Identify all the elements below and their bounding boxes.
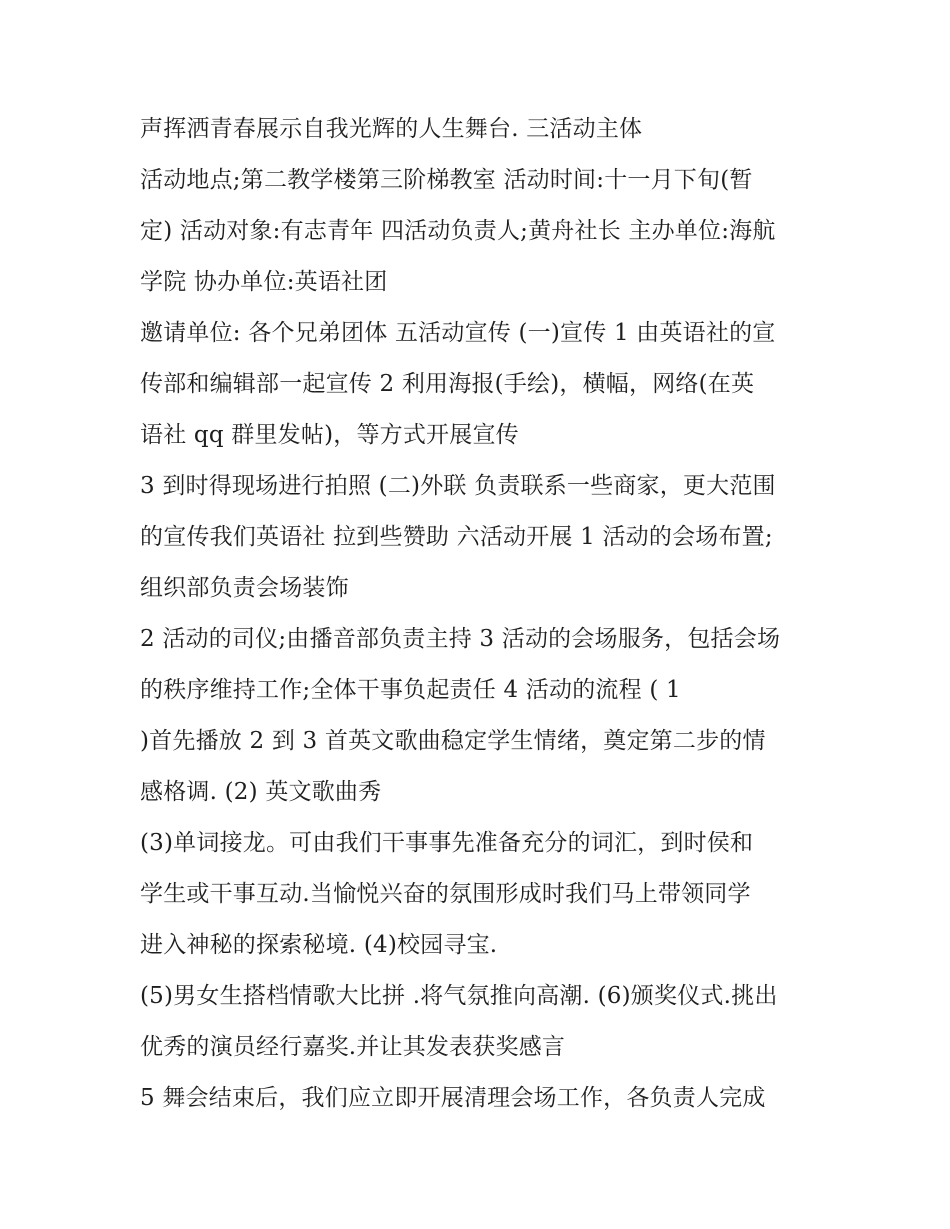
text-line-6: 传部和编辑部一起宣传 2 利用海报(手绘)，横幅，网络(在英 <box>140 371 755 397</box>
text-line-20: 5 舞会结束后，我们应立即开展清理会场工作，各负责人完成 <box>140 1085 766 1111</box>
text-line-14: 感格调. (2) 英文歌曲秀 <box>140 779 382 805</box>
text-line-2: 活动地点;第二教学楼第三阶梯教室 活动时间:十一月下旬(暂 <box>140 167 753 193</box>
text-line-19: 优秀的演员经行嘉奖.并让其发表获奖感言 <box>140 1034 566 1060</box>
text-line-8: 3 到时得现场进行拍照 (二)外联 负责联系一些商家，更大范围 <box>140 473 776 499</box>
document-text-body <box>140 108 820 1128</box>
text-line-9: 的宣传我们英语社 拉到些赞助 六活动开展 1 活动的会场布置; <box>140 524 773 550</box>
text-line-17: 进入神秘的探索秘境. (4)校园寻宝. <box>140 932 498 958</box>
text-line-18: (5)男女生搭档情歌大比拼 .将气氛推向高潮. (6)颁奖仪式.挑出 <box>140 983 778 1009</box>
text-line-15: (3)单词接龙。可由我们干事事先准备充分的词汇，到时侯和 <box>140 830 754 856</box>
text-line-10: 组织部负责会场装饰 <box>140 575 349 601</box>
text-line-5: 邀请单位: 各个兄弟团体 五活动宣传 (一)宣传 1 由英语社的宣 <box>140 320 776 346</box>
text-line-11: 2 活动的司仪;由播音部负责主持 3 活动的会场服务，包括会场 <box>140 626 781 652</box>
text-line-13: )首先播放 2 到 3 首英文歌曲稳定学生情绪，奠定第二步的情 <box>140 728 766 754</box>
text-line-7: 语社 qq 群里发帖)，等方式开展宣传 <box>140 422 519 448</box>
text-line-3: 定) 活动对象:有志青年 四活动负责人;黄舟社长 主办单位:海航 <box>140 218 776 244</box>
text-line-12: 的秩序维持工作;全体干事负起责任 4 活动的流程 ( 1 <box>140 677 681 703</box>
text-line-16: 学生或干事互动.当愉悦兴奋的氛围形成时我们马上带领同学 <box>140 881 751 907</box>
text-line-4: 学院 协办单位:英语社团 <box>140 269 388 295</box>
text-line-1: 声挥洒青春展示自我光辉的人生舞台. 三活动主体 <box>140 116 643 142</box>
